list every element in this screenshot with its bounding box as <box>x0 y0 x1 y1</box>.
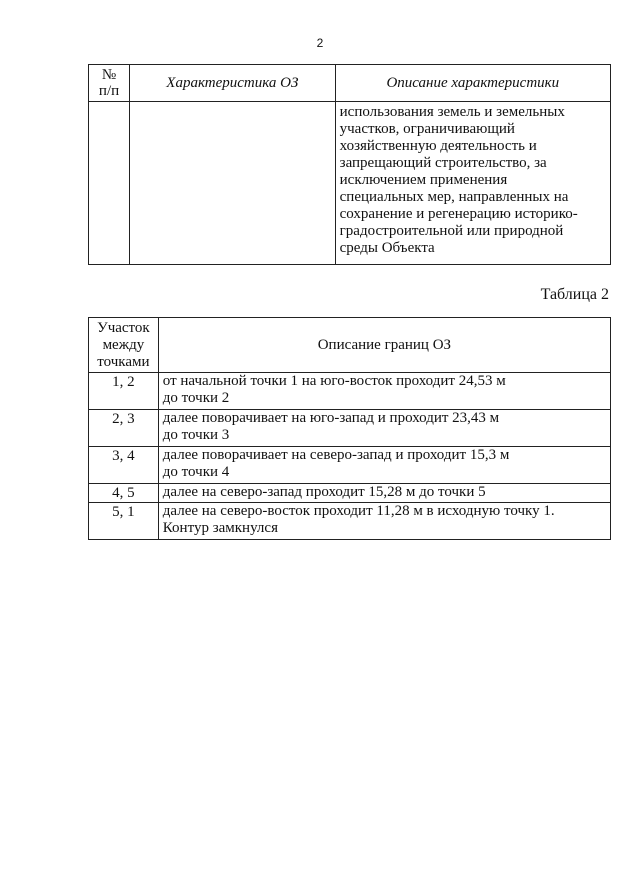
characteristics-table <box>88 64 611 265</box>
description-line: далее поворачивает на северо-запад и проходит 15,3 м <box>162 447 510 463</box>
boundaries-table <box>88 317 611 540</box>
table-caption: Таблица 2 <box>540 286 609 303</box>
header-number <box>89 65 130 102</box>
table-row <box>89 484 611 503</box>
table-row <box>89 447 611 484</box>
description-line: до точки 4 <box>162 464 230 480</box>
table-header-row <box>89 318 611 373</box>
header-section <box>89 318 159 373</box>
cell-boundary-description <box>158 410 610 447</box>
header-section-line: Участок <box>97 319 150 336</box>
description-line: далее на северо-запад проходит 15,28 м до точки 5 <box>162 484 486 500</box>
description-line: специальных мер, направленных на <box>339 189 569 205</box>
cell-points: 3, 4 <box>89 447 159 484</box>
table-header-row <box>89 65 611 102</box>
description-line: градостроительной или природной <box>339 223 564 239</box>
cell-boundary-description <box>158 447 610 484</box>
cell-boundary-description <box>158 373 610 410</box>
description-line: использования земель и земельных <box>339 104 565 120</box>
table-row <box>89 373 611 410</box>
header-number-line: № <box>101 67 117 83</box>
header-description: Описание характеристики <box>335 65 610 102</box>
header-boundary-description: Описание границ ОЗ <box>158 318 610 373</box>
header-section-line: точками <box>97 353 150 370</box>
description-line: участков, ограничивающий <box>339 121 515 137</box>
description-line: от начальной точки 1 на юго-восток проходит 24,53 м <box>162 373 506 389</box>
cell-points: 1, 2 <box>89 373 159 410</box>
description-line: сохранение и регенерацию историко- <box>339 206 578 222</box>
description-line: хозяйственную деятельность и <box>339 138 537 154</box>
description-line: до точки 2 <box>162 390 230 406</box>
cell-points: 5, 1 <box>89 503 159 540</box>
header-section-line: между <box>102 336 145 353</box>
description-line: Контур замкнулся <box>162 520 278 536</box>
page-number: 2 <box>316 36 324 50</box>
description-line: исключением применения <box>339 172 508 188</box>
description-line: запрещающий строительство, за <box>339 155 547 171</box>
description-line: далее на северо-восток проходит 11,28 м в исходную точку 1. <box>162 503 555 519</box>
cell-boundary-description <box>158 484 610 503</box>
cell-description <box>335 102 610 265</box>
table-row <box>89 410 611 447</box>
description-line: до точки 3 <box>162 427 230 443</box>
cell-characteristic <box>130 102 336 265</box>
header-number-line: п/п <box>98 83 120 99</box>
table-row <box>89 102 611 265</box>
cell-boundary-description <box>158 503 610 540</box>
header-characteristic: Характеристика ОЗ <box>130 65 336 102</box>
cell-number <box>89 102 130 265</box>
cell-points: 4, 5 <box>89 484 159 503</box>
cell-points: 2, 3 <box>89 410 159 447</box>
table-row <box>89 503 611 540</box>
description-line: далее поворачивает на юго-запад и проходит 23,43 м <box>162 410 500 426</box>
description-line: среды Объекта <box>339 240 435 256</box>
